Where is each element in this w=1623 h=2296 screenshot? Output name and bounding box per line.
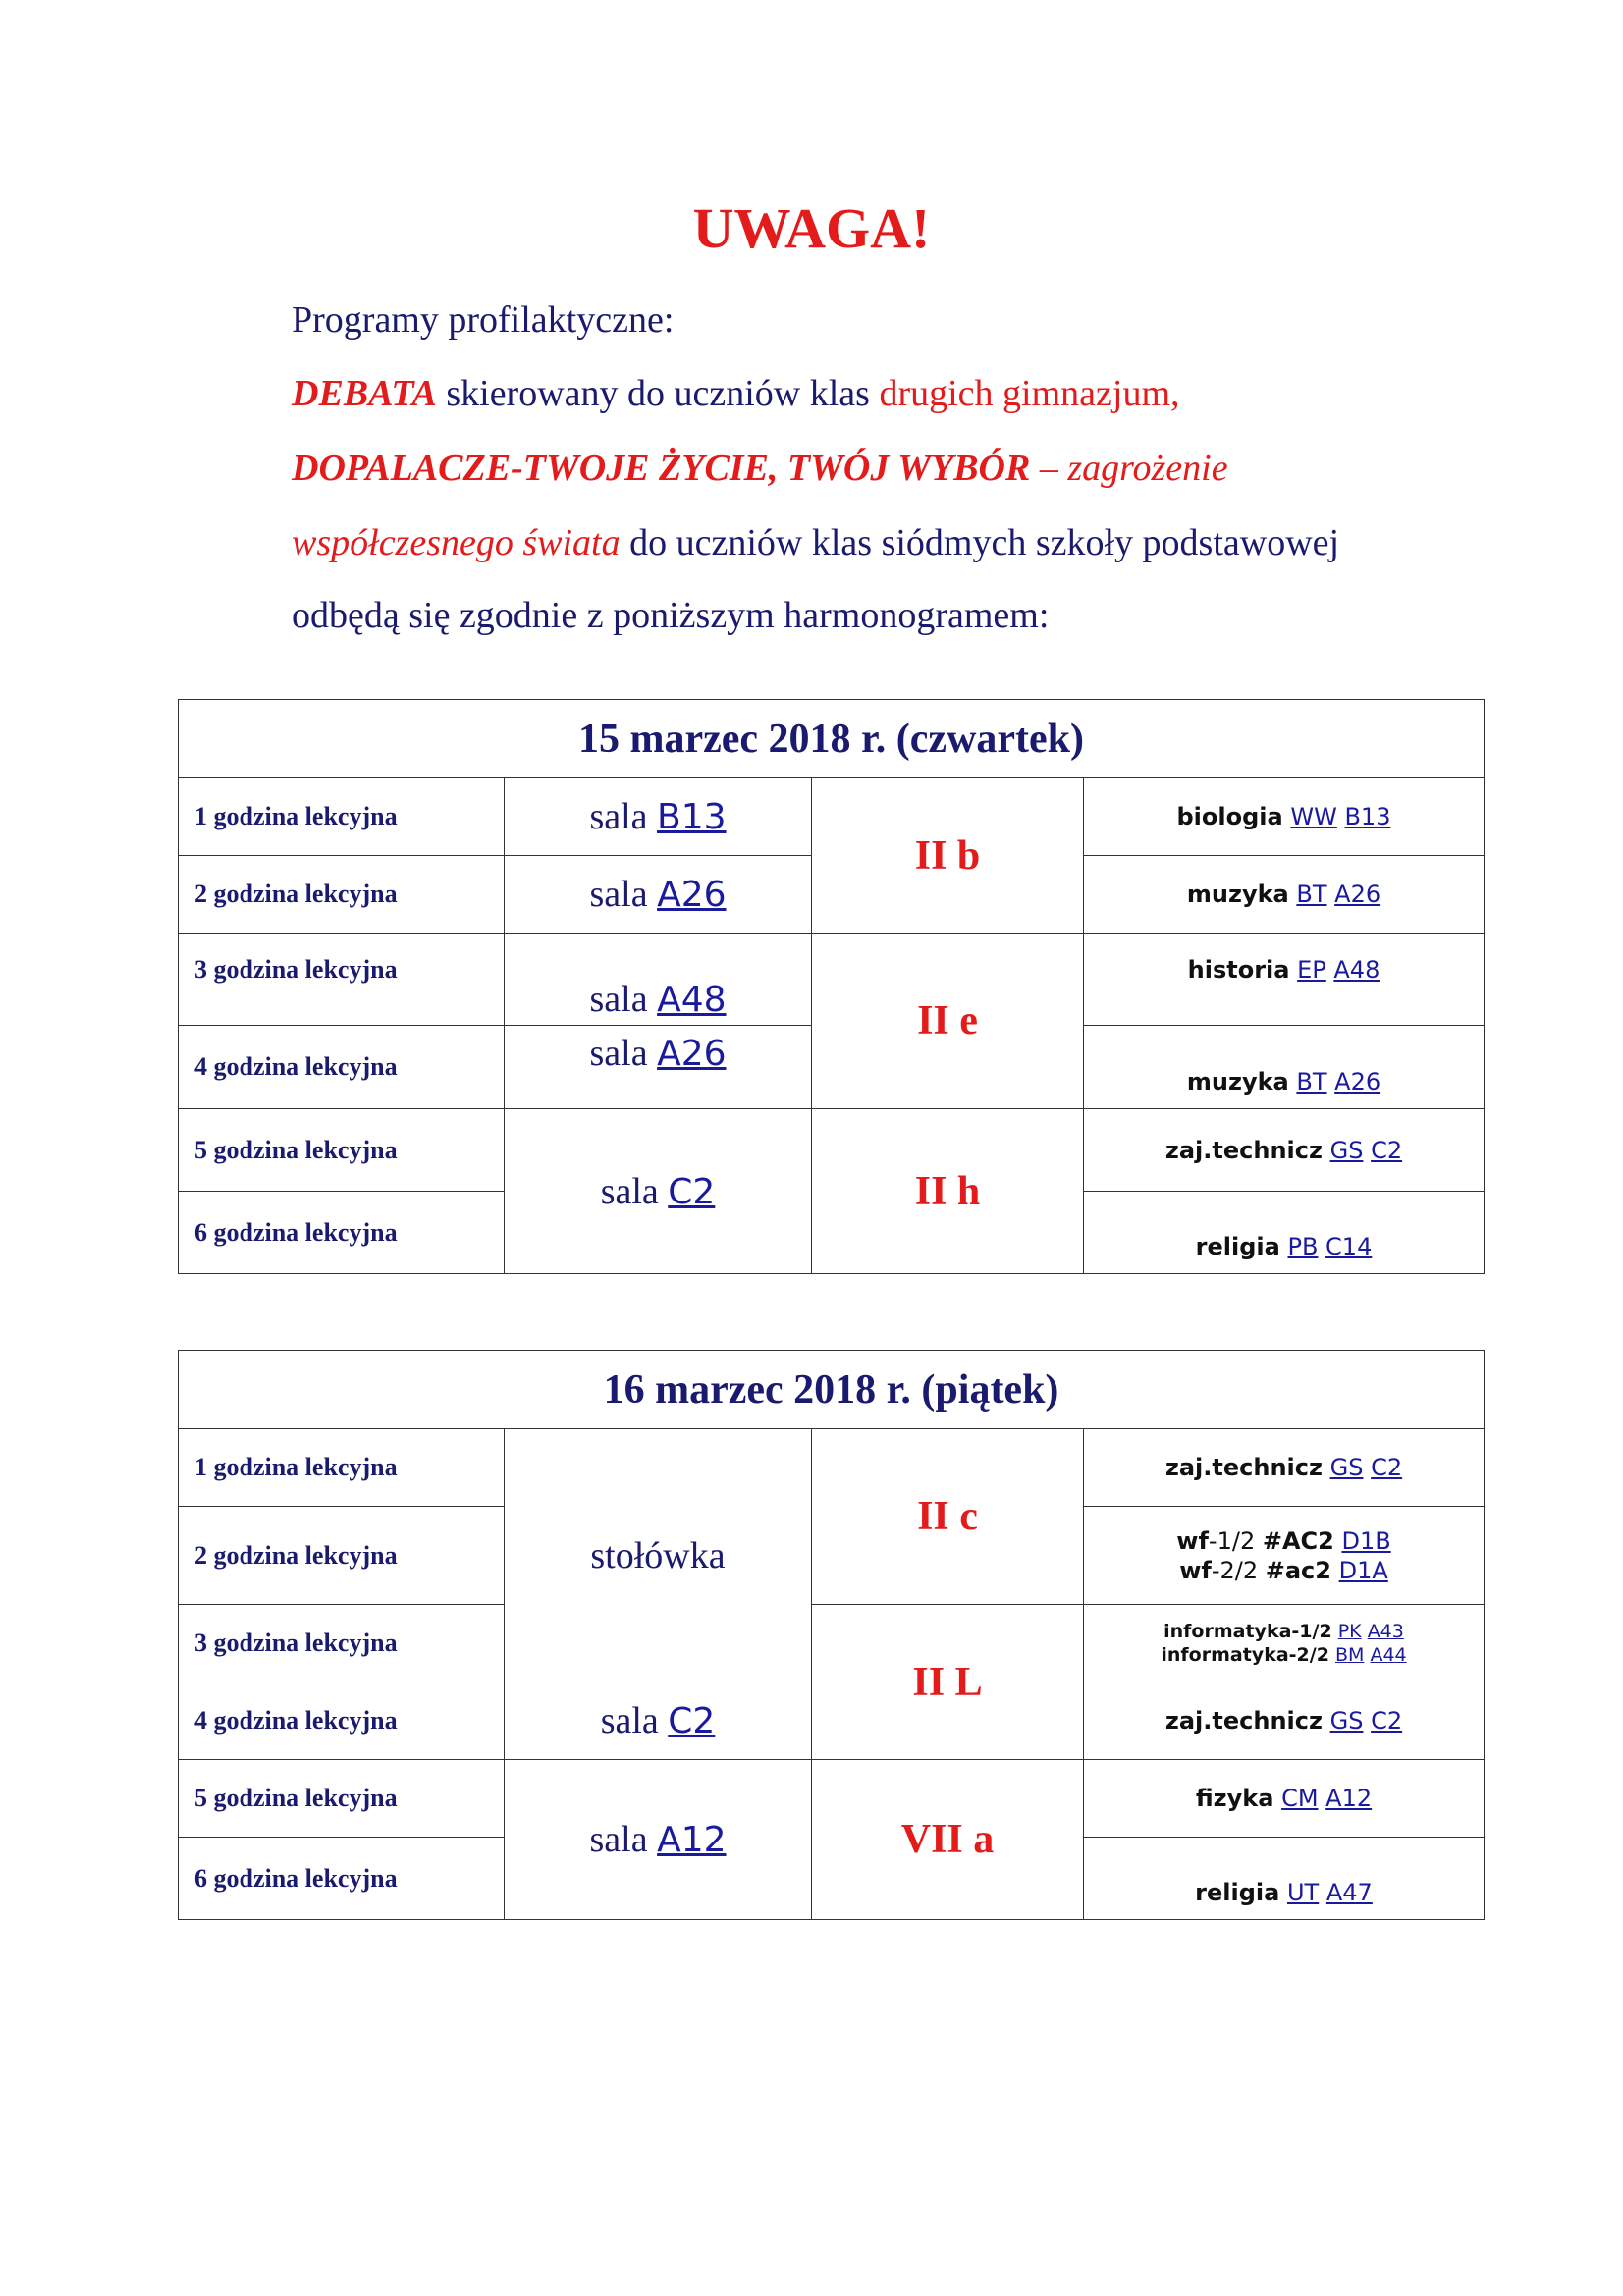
- subject-cell: [1084, 1605, 1485, 1682]
- teacher-link[interactable]: EP: [1297, 956, 1326, 984]
- room-link[interactable]: C2: [1371, 1454, 1403, 1481]
- program-subtitle: – zagrożenie: [1030, 448, 1228, 489]
- room-cell: [505, 1026, 812, 1109]
- teacher-link[interactable]: WW: [1290, 803, 1337, 830]
- room-cell: [505, 934, 812, 1026]
- class-label: II h: [812, 1109, 1084, 1274]
- lesson-label: 2 godzina lekcyjna: [179, 1507, 505, 1605]
- group-part: -2/2: [1211, 1556, 1266, 1584]
- room-cell: [505, 778, 812, 856]
- subject-line: [1084, 1620, 1484, 1643]
- lesson-label: 2 godzina lekcyjna: [179, 856, 505, 934]
- intro-text: do uczniów klas siódmych szkoły podstawowej: [620, 522, 1340, 563]
- subject-cell: [1084, 1760, 1485, 1838]
- room-link[interactable]: D1A: [1338, 1556, 1388, 1584]
- room-link[interactable]: A48: [657, 980, 727, 1020]
- sala-word: sala: [600, 1170, 659, 1212]
- day-header: 15 marzec 2018 r. (czwartek): [179, 700, 1485, 778]
- intro-text: skierowany do uczniów klas: [436, 373, 880, 414]
- program-name-debata: DEBATA: [292, 373, 437, 414]
- teacher-link[interactable]: UT: [1286, 1879, 1320, 1906]
- room-link[interactable]: A26: [1334, 1068, 1381, 1095]
- subject-name: zaj.technicz: [1164, 1136, 1323, 1164]
- room-link[interactable]: A26: [657, 1034, 727, 1074]
- subject-cell: [1084, 1682, 1485, 1760]
- subject-line: [1084, 1556, 1484, 1585]
- group-code: #AC2: [1262, 1526, 1334, 1555]
- teacher-link[interactable]: PB: [1287, 1233, 1319, 1260]
- room-link[interactable]: A43: [1367, 1621, 1404, 1642]
- subject-cell: [1084, 1838, 1485, 1920]
- teacher-link[interactable]: PK: [1337, 1621, 1362, 1642]
- room-link[interactable]: B13: [657, 797, 727, 837]
- sala-word: sala: [589, 1033, 648, 1074]
- lesson-label: 5 godzina lekcyjna: [179, 1760, 505, 1838]
- class-label: II c: [812, 1429, 1084, 1605]
- sala-word: sala: [600, 1700, 659, 1741]
- canteen-label: stołówka: [590, 1534, 726, 1576]
- lesson-label: 6 godzina lekcyjna: [179, 1838, 505, 1920]
- room-cell: [505, 1429, 812, 1682]
- subject-line: [1084, 1526, 1484, 1556]
- subject-line: [1084, 1643, 1484, 1667]
- lesson-label: 1 godzina lekcyjna: [179, 778, 505, 856]
- schedule-table-day1: [178, 699, 1485, 1274]
- room-link[interactable]: C2: [668, 1171, 716, 1212]
- class-label: II b: [812, 778, 1084, 934]
- subject-cell: [1084, 1429, 1485, 1507]
- sala-word: sala: [589, 979, 648, 1020]
- subject-name: muzyka: [1186, 1068, 1289, 1095]
- room-link[interactable]: A44: [1370, 1644, 1407, 1666]
- intro-line-2: [292, 371, 1519, 416]
- subject-name: informatyka-2/2: [1161, 1644, 1329, 1666]
- subject-name: muzyka: [1186, 881, 1289, 908]
- program-name-dopalacze: DOPALACZE-TWOJE ŻYCIE, TWÓJ WYBÓR: [292, 448, 1031, 489]
- day-header: 16 marzec 2018 r. (piątek): [179, 1351, 1485, 1429]
- intro-text: odbędą się zgodnie z poniższym harmonogramem:: [292, 595, 1050, 636]
- room-link[interactable]: A12: [657, 1820, 727, 1860]
- teacher-link[interactable]: BT: [1296, 881, 1327, 908]
- subject-name: biologia: [1176, 803, 1283, 830]
- room-cell: [505, 1682, 812, 1760]
- room-link[interactable]: C14: [1325, 1233, 1373, 1260]
- subject-cell: [1084, 856, 1485, 934]
- class-label: II L: [812, 1605, 1084, 1760]
- subject-cell: [1084, 1507, 1485, 1605]
- intro-line-1: [292, 297, 1519, 343]
- class-label: VII a: [812, 1760, 1084, 1920]
- intro-line-3: [292, 446, 1519, 491]
- room-cell: [505, 856, 812, 934]
- lesson-label: 4 godzina lekcyjna: [179, 1682, 505, 1760]
- subject-cell: [1084, 778, 1485, 856]
- teacher-link[interactable]: GS: [1329, 1707, 1364, 1735]
- room-cell: [505, 1760, 812, 1920]
- sala-word: sala: [589, 874, 648, 915]
- room-cell: [505, 1109, 812, 1274]
- subject-cell: [1084, 1026, 1485, 1109]
- teacher-link[interactable]: BT: [1296, 1068, 1327, 1095]
- target-group: drugich gimnazjum,: [879, 373, 1180, 414]
- subject-name: fizyka: [1195, 1785, 1274, 1812]
- group-code: #ac2: [1265, 1556, 1331, 1584]
- subject-name: informatyka-1/2: [1163, 1621, 1332, 1642]
- lesson-label: 4 godzina lekcyjna: [179, 1026, 505, 1109]
- subject-cell: [1084, 1192, 1485, 1274]
- sala-word: sala: [589, 796, 648, 837]
- subject-name: historia: [1187, 956, 1290, 984]
- teacher-link[interactable]: CM: [1281, 1785, 1319, 1812]
- lesson-label: 5 godzina lekcyjna: [179, 1109, 505, 1192]
- room-link[interactable]: B13: [1344, 803, 1391, 830]
- room-link[interactable]: C2: [1371, 1136, 1403, 1164]
- class-label: II e: [812, 934, 1084, 1109]
- teacher-link[interactable]: GS: [1329, 1454, 1364, 1481]
- lesson-label: 3 godzina lekcyjna: [179, 1605, 505, 1682]
- subject-cell: [1084, 934, 1485, 1026]
- teacher-link[interactable]: GS: [1329, 1136, 1364, 1164]
- room-link[interactable]: A12: [1325, 1785, 1373, 1812]
- room-link[interactable]: A26: [657, 875, 727, 915]
- sala-word: sala: [589, 1819, 648, 1860]
- room-link[interactable]: A26: [1334, 881, 1381, 908]
- lesson-label: 6 godzina lekcyjna: [179, 1192, 505, 1274]
- room-link[interactable]: A48: [1333, 956, 1380, 984]
- intro-line-5: [292, 593, 1519, 638]
- intro-line-4: [292, 520, 1519, 565]
- room-link[interactable]: C2: [1371, 1707, 1403, 1735]
- subject-name: religia: [1195, 1879, 1280, 1906]
- page-title: UWAGA!: [692, 196, 931, 260]
- subject-name: zaj.technicz: [1164, 1707, 1323, 1735]
- subject-cell: [1084, 1109, 1485, 1192]
- subject-name: zaj.technicz: [1164, 1454, 1323, 1481]
- subject-name: religia: [1195, 1233, 1280, 1260]
- lesson-label: 3 godzina lekcyjna: [179, 934, 505, 1026]
- group-part: -1/2: [1208, 1526, 1263, 1555]
- room-link[interactable]: D1B: [1341, 1526, 1391, 1555]
- program-subtitle-cont: współczesnego świata: [292, 522, 621, 563]
- schedule-table-day2: [178, 1350, 1485, 1920]
- subject-name: wf: [1179, 1556, 1212, 1584]
- intro-text: Programy profilaktyczne:: [292, 299, 675, 341]
- subject-name: wf: [1176, 1526, 1209, 1555]
- room-link[interactable]: A47: [1325, 1879, 1373, 1906]
- teacher-link[interactable]: BM: [1334, 1644, 1365, 1666]
- lesson-label: 1 godzina lekcyjna: [179, 1429, 505, 1507]
- room-link[interactable]: C2: [668, 1701, 716, 1741]
